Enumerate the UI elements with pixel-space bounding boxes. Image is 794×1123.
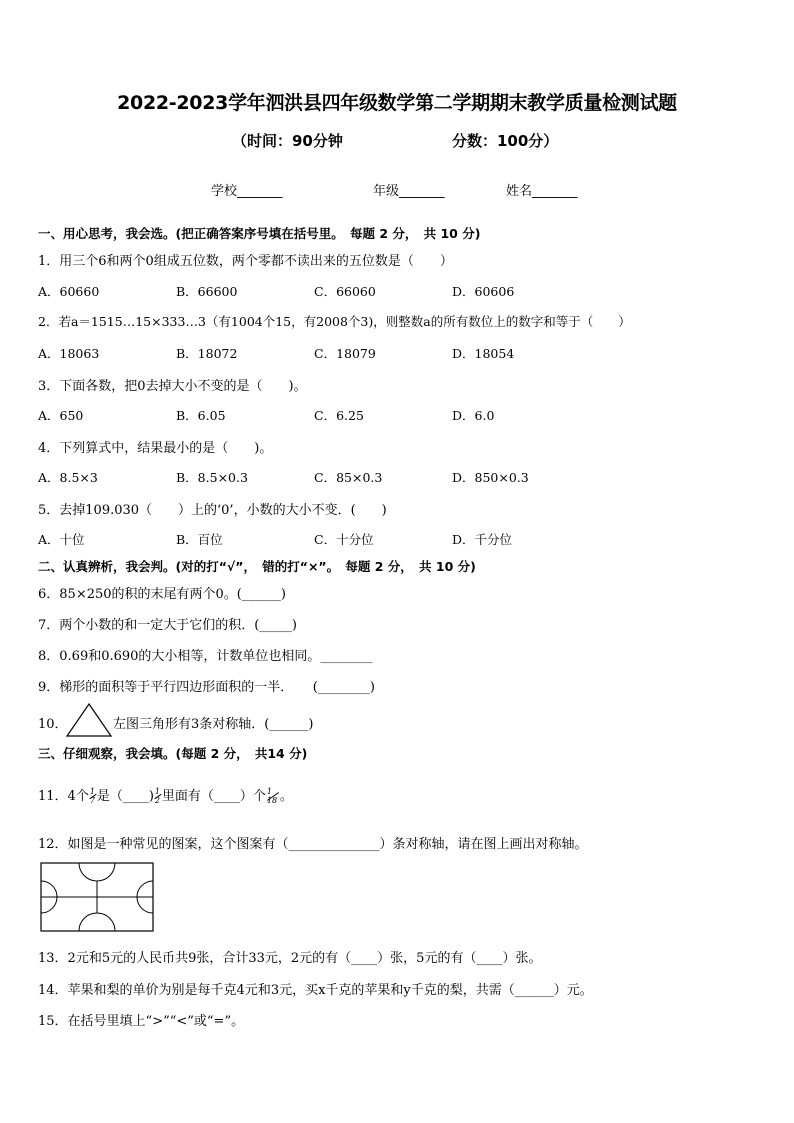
question-11	[38, 785, 293, 804]
q3-option-c[interactable]: C．6.25	[314, 408, 364, 423]
question-13: 13．2元和5元的人民币共9张，合计33元，2元的有（____）张，5元的有（____）张。	[38, 951, 542, 966]
total-score: 分数：100分）	[452, 132, 559, 150]
q2-option-b[interactable]: B．18072	[176, 346, 238, 361]
section-1-heading: 一、用心思考，我会选。(把正确答案序号填在括号里。 每题 2 分， 共 10 分)	[38, 226, 481, 241]
q5-option-a[interactable]: A．十位	[38, 532, 85, 547]
fraction-one-eighteenth	[266, 786, 280, 805]
question-4: 4．下列算式中，结果最小的是（ )。	[38, 441, 273, 456]
symmetric-pattern-figure	[40, 862, 154, 932]
q1-option-d[interactable]: D．60606	[452, 284, 515, 299]
question-10-number: 10．	[38, 717, 68, 732]
fraction-numerator: 1	[154, 786, 160, 796]
fraction-denominator: 7	[89, 795, 95, 805]
question-8: 8．0.69和0.690的大小相等，计数单位也相同。________	[38, 649, 373, 664]
fraction-one-seventh	[89, 786, 97, 805]
question-7: 7．两个小数的和一定大于它们的积．(_____)	[38, 618, 297, 633]
q2-option-a[interactable]: A．18063	[38, 346, 100, 361]
question-14: 14．苹果和梨的单价为别是每千克4元和3元，买x千克的苹果和y千克的梨，共需（______）元。	[38, 983, 593, 998]
fraction-numerator: 1	[266, 786, 273, 796]
q11-part-2: 是（____)	[96, 789, 154, 804]
name-field[interactable]: 姓名_______	[506, 184, 578, 199]
question-2: 2．若a＝1515…15×333…3（有1004个15，有2008个3)，则整数a的所有数位上的数字和等于（ ）	[38, 314, 631, 329]
fraction-numerator: 1	[89, 786, 95, 796]
section-3-heading: 三、仔细观察，我会填。(每题 2 分， 共14 分)	[38, 746, 308, 761]
time-limit: （时间：90分钟	[232, 132, 343, 150]
question-5: 5．去掉109.030（ ）上的‘0’，小数的大小不变．( )	[38, 503, 387, 518]
question-1: 1．用三个6和两个0组成五位数，两个零都不读出来的五位数是（ ）	[38, 254, 453, 269]
q2-option-c[interactable]: C．18079	[314, 346, 376, 361]
q1-option-b[interactable]: B．66600	[176, 284, 238, 299]
q5-option-b[interactable]: B．百位	[176, 532, 223, 547]
section-2-heading: 二、认真辨析，我会判。(对的打“√”， 错的打“×”。 每题 2 分， 共 10 分)	[38, 559, 476, 574]
q3-option-a[interactable]: A．650	[38, 408, 84, 423]
question-15: 15．在括号里填上“>”“<”或“=”。	[38, 1014, 245, 1029]
q4-option-c[interactable]: C．85×0.3	[314, 470, 383, 485]
q3-option-b[interactable]: B．6.05	[176, 408, 226, 423]
q4-option-b[interactable]: B．8.5×0.3	[176, 470, 248, 485]
q2-option-d[interactable]: D．18054	[452, 346, 515, 361]
fraction-denominator: 2	[154, 795, 160, 805]
question-10-text: 左图三角形有3条对称轴．(______)	[113, 717, 314, 732]
q4-option-d[interactable]: D．850×0.3	[452, 470, 529, 485]
question-6: 6．85×250的积的末尾有两个0。(______)	[38, 587, 286, 602]
question-3: 3．下面各数，把0去掉大小不变的是（ )。	[38, 379, 307, 394]
q11-part-4: 。	[279, 789, 293, 804]
q11-part-3: 里面有（____）个	[161, 789, 266, 804]
triangle-figure	[65, 702, 113, 738]
school-field[interactable]: 学校_______	[211, 184, 283, 199]
q5-option-c[interactable]: C．十分位	[314, 532, 374, 547]
q3-option-d[interactable]: D．6.0	[452, 408, 495, 423]
q1-option-a[interactable]: A．60660	[38, 284, 100, 299]
q11-part-1: 11．4个	[38, 789, 89, 804]
page-title: 2022-2023学年泗洪县四年级数学第二学期期末教学质量检测试题	[117, 92, 677, 114]
grade-field[interactable]: 年级_______	[373, 184, 445, 199]
fraction-one-half	[154, 786, 162, 805]
q1-option-c[interactable]: C．66060	[314, 284, 376, 299]
q5-option-d[interactable]: D．千分位	[452, 532, 513, 547]
question-12: 12．如图是一种常见的图案，这个图案有（______________）条对称轴，请在图上画出对称轴。	[38, 837, 588, 852]
q4-option-a[interactable]: A．8.5×3	[38, 470, 98, 485]
fraction-denominator: 18	[266, 795, 278, 805]
question-9: 9．梯形的面积等于平行四边形面积的一半． (________)	[38, 680, 375, 695]
